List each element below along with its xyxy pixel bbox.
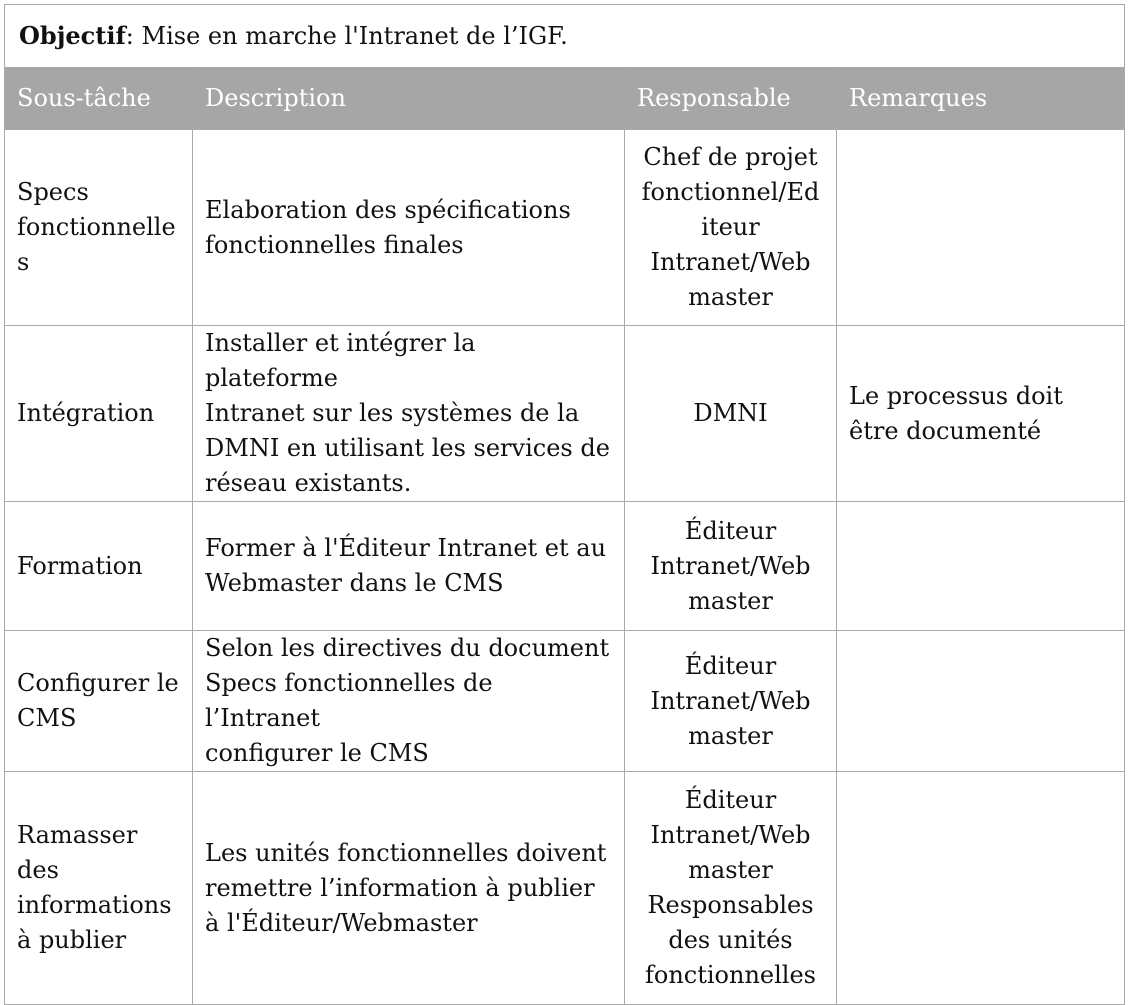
objective-separator: : <box>125 22 142 50</box>
table-row <box>5 326 1125 502</box>
cell-line: Configurer le <box>17 669 179 697</box>
cell-line: Specs fonctionnelles de l’Intranet <box>205 669 493 732</box>
cell-line: Intranet/Web <box>650 551 811 580</box>
subtask-cell <box>5 772 193 1005</box>
remarks-cell <box>837 326 1125 502</box>
cell-line: fonctionnelle <box>17 213 176 241</box>
description-cell <box>193 502 625 631</box>
cell-line: iteur <box>701 213 760 241</box>
cell-line: Éditeur <box>684 516 777 545</box>
cell-line: s <box>17 248 30 276</box>
responsible-cell <box>625 631 837 772</box>
cell-line: Formation <box>17 551 143 580</box>
header-responsible: Responsable <box>625 68 837 130</box>
cell-line: Selon les directives du document <box>205 634 610 662</box>
table-row <box>5 631 1125 772</box>
task-table <box>4 4 1125 1005</box>
description-cell <box>193 631 625 772</box>
objective-row <box>5 5 1125 68</box>
objective-label: Objectif <box>19 21 126 50</box>
subtask-cell <box>5 130 193 326</box>
table-row <box>5 502 1125 631</box>
cell-line: Elaboration des spécifications <box>205 195 571 224</box>
remarks-cell <box>837 502 1125 631</box>
subtask-cell <box>5 326 193 502</box>
remarks-cell <box>837 772 1125 1005</box>
cell-line: être documenté <box>849 416 1042 445</box>
description-cell <box>193 772 625 1005</box>
header-row <box>5 68 1125 130</box>
cell-line: Intégration <box>17 399 155 427</box>
description-cell <box>193 326 625 502</box>
subtask-cell <box>5 631 193 772</box>
cell-line: réseau existants. <box>205 469 412 497</box>
cell-line: Le processus doit <box>849 381 1063 410</box>
cell-line: Specs <box>17 178 89 206</box>
cell-line: CMS <box>17 704 77 732</box>
table-row <box>5 130 1125 326</box>
objective-cell <box>5 5 1125 68</box>
cell-line: Responsables <box>647 891 814 919</box>
cell-line: des unités <box>668 926 793 954</box>
remarks-cell <box>837 130 1125 326</box>
cell-line: Ramasser <box>17 821 138 849</box>
responsible-cell <box>625 772 837 1005</box>
cell-line: master <box>688 721 773 750</box>
responsible-cell <box>625 502 837 631</box>
cell-line: fonctionnelles <box>645 961 816 989</box>
cell-line: master <box>688 586 773 615</box>
header-description: Description <box>193 68 625 130</box>
cell-line: master <box>688 283 773 311</box>
cell-line: Intranet/Web <box>650 248 811 276</box>
description-cell <box>193 130 625 326</box>
cell-line: DMNI <box>693 399 768 427</box>
cell-line: Webmaster dans le CMS <box>205 569 504 597</box>
responsible-cell <box>625 326 837 502</box>
cell-line: remettre l’information à publier <box>205 873 595 902</box>
cell-line: Chef de projet <box>643 143 818 171</box>
remarks-cell <box>837 631 1125 772</box>
cell-line: configurer le CMS <box>205 739 429 767</box>
cell-line: Éditeur <box>684 786 777 814</box>
objective-text: Mise en marche l'Intranet de l’IGF. <box>141 22 568 50</box>
cell-line: des <box>17 856 59 884</box>
cell-line: master <box>688 856 773 884</box>
subtask-cell <box>5 502 193 631</box>
cell-line: fonctionnel/Ed <box>641 178 820 206</box>
cell-line: à l'Éditeur/Webmaster <box>205 908 478 937</box>
header-subtask: Sous-tâche <box>5 68 193 130</box>
table-row <box>5 772 1125 1005</box>
cell-line: à publier <box>17 926 127 954</box>
header-remarks: Remarques <box>837 68 1125 130</box>
cell-line: Installer et intégrer la plateforme <box>205 329 476 392</box>
cell-line: DMNI en utilisant les services de <box>205 434 610 462</box>
cell-line: Intranet sur les systèmes de la <box>205 399 580 427</box>
cell-line: Éditeur <box>684 651 777 680</box>
cell-line: Intranet/Web <box>650 821 811 849</box>
cell-line: Les unités fonctionnelles doivent <box>205 838 607 867</box>
cell-line: fonctionnelles finales <box>205 230 464 259</box>
cell-line: Intranet/Web <box>650 686 811 715</box>
cell-line: Former à l'Éditeur Intranet et au <box>205 534 607 562</box>
responsible-cell <box>625 130 837 326</box>
cell-line: informations <box>17 891 172 919</box>
